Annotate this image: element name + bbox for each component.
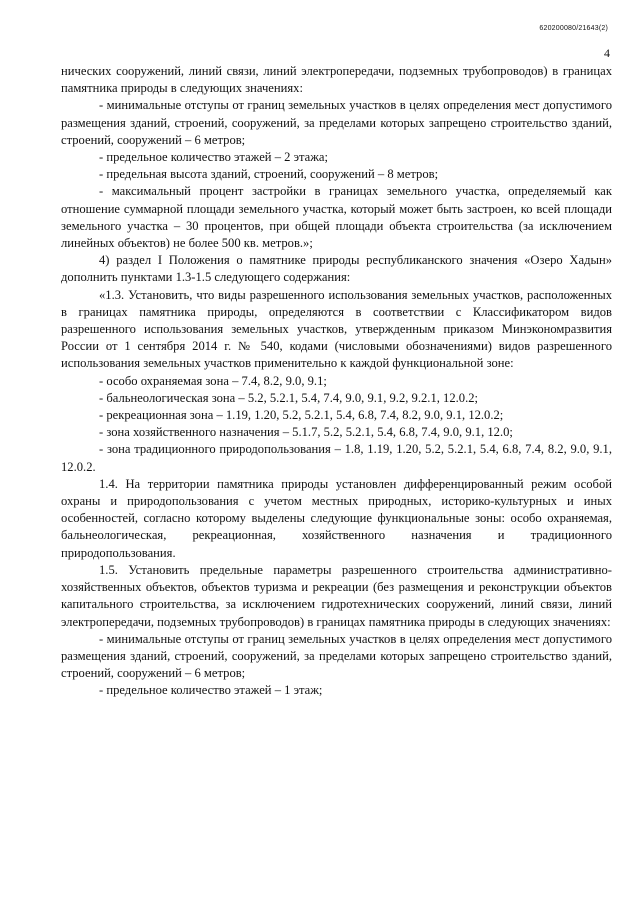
paragraph: - предельное количество этажей – 2 этажа; (99, 150, 329, 165)
paragraph: 4) раздел I Положения о памятнике природы республиканского значения «Озеро Хадын» дополнить пунктами 1.3-1.5 следующего содержания: (61, 253, 612, 285)
paragraph: 1.4. На территории памятника природы установлен дифференцированный режим особой охраны и природопользования с учетом местных природных, историко-культурных и иных особенностей, согласно которому выделены следующие функциональные зоны: особо охраняемая, бальнеологическая, рекреационная, хозяйственного назначения и традиционного природопользования. (61, 476, 612, 560)
page-number: 4 (604, 46, 610, 60)
paragraph: - предельная высота зданий, строений, сооружений – 8 метров; (99, 167, 439, 182)
list-item: - минимальные отступы от границ земельных участков в целях определения мест допустимого размещения зданий, строений, сооружений, за пределами которых запрещено строительство зданий, строений, сооружений – 6 метров; (61, 631, 612, 681)
list-item: - предельное количество этажей – 1 этаж; (99, 683, 323, 698)
paragraph: - максимальный процент застройки в границах земельного участка, определяемый как отношение суммарной площади земельного участка, который может быть застроен, ко всей площади земельного участка – 30 процентов, при общей площади объекта строительства (за исключением линейных объектов) не более 500 кв. метров.»; (61, 184, 612, 251)
list-item: - зона хозяйственного назначения – 5.1.7, 5.2, 5.2.1, 5.4, 6.8, 7.4, 9.0, 9.1, 12.0; (99, 425, 513, 440)
list-item: - зона традиционного природопользования – 1.8, 1.19, 1.20, 5.2, 5.2.1, 5.4, 6.8, 7.4, 8.2, 9.0, 9.1, 12.0.2. (61, 442, 612, 474)
list-item: - бальнеологическая зона – 5.2, 5.2.1, 5.4, 7.4, 9.0, 9.1, 9.2, 9.2.1, 12.0.2; (99, 390, 479, 405)
paragraph: - минимальные отступы от границ земельных участков в целях определения мест допустимого размещения зданий, строений, сооружений, за пределами которых запрещено строительство зданий, строений, сооружений – 6 метров; (61, 98, 612, 147)
paragraph: нических сооружений, линий связи, линий электропередачи, подземных трубопроводов) в границах памятника природы в следующих значениях: (61, 64, 612, 96)
paragraph: «1.3. Установить, что виды разрешенного использования земельных участков, расположенных в границах памятника природы, определяются в соответствии с Классификатором видов разрешенного использования земельных участков, утвержденным приказом Минэкономразвития России от 1 сентября 2014 г. № 540, кодами (числовыми обозначениями) видов разрешенного использования земельных участков применительно к каждой функциональной зоне: (61, 287, 612, 371)
document-registration-code: 620200080/21643(2) (539, 25, 608, 32)
document-body (61, 63, 612, 700)
list-item: - особо охраняемая зона – 7.4, 8.2, 9.0, 9.1; (99, 373, 327, 388)
paragraph: 1.5. Установить предельные параметры разрешенного строительства административно-хозяйственных объектов, объектов туризма и рекреации (без размещения и реконструкции объектов капитального строительства, за исключением гидротехнических сооружений, линий связи, линий электропередачи, подземных трубопроводов) в границах памятника природы в следующих значениях: (61, 562, 612, 629)
list-item: - рекреационная зона – 1.19, 1.20, 5.2, 5.2.1, 5.4, 6.8, 7.4, 8.2, 9.0, 9.1, 12.0.2; (99, 408, 504, 423)
